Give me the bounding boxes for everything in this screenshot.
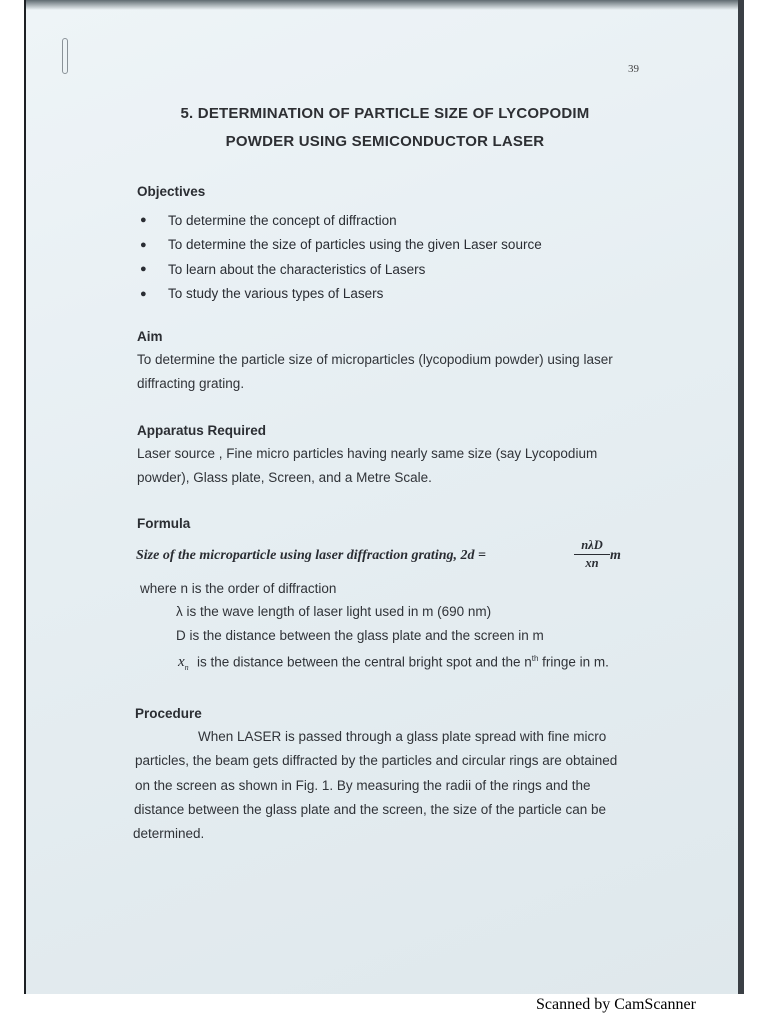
aim-text-line-1: To determine the particle size of microparticles (lycopodium powder) using laser — [137, 352, 613, 367]
list-item: ● To learn about the characteristics of Lasers — [140, 261, 426, 277]
staple-mark — [62, 38, 68, 74]
objectives-heading: Objectives — [137, 184, 206, 199]
formula-heading: Formula — [137, 516, 191, 531]
page-title-line-1: 5. DETERMINATION OF PARTICLE SIZE OF LYCOPODIM — [180, 105, 590, 122]
formula-xn-definition: is the distance between the central bright spot and the $n^{th}$ fringe in m. — [197, 654, 609, 670]
bullet-icon: ● — [140, 238, 147, 251]
procedure-line-3: on the screen as shown in Fig. 1. By measuring the radii of the rings and the — [135, 778, 591, 793]
aim-heading: Aim — [137, 329, 163, 344]
bullet-icon: ● — [140, 214, 147, 227]
procedure-heading: Procedure — [135, 706, 202, 721]
formula-lhs: Size of the microparticle using laser diffraction grating, 2d = — [136, 548, 486, 563]
formula-xn-symbol: $x_n$ — [178, 654, 189, 672]
formula-lambda-definition: λ is the wave length of laser light used in m (690 nm) — [176, 604, 492, 619]
apparatus-heading: Apparatus Required — [137, 423, 267, 438]
bullet-icon: ● — [140, 263, 147, 276]
formula-d-definition: D is the distance between the glass plate and the screen in m — [176, 628, 544, 643]
formula-denominator: xn — [585, 556, 599, 570]
list-item: ● To determine the concept of diffraction — [140, 212, 397, 228]
camscanner-footer: Scanned by CamScanner — [536, 996, 696, 1013]
procedure-line-4: distance between the glass plate and the screen, the size of the particle can be — [134, 802, 607, 817]
apparatus-text-line-1: Laser source , Fine micro particles having nearly same size (say Lycopodium — [137, 446, 598, 461]
list-item: ● To determine the size of particles using the given Laser source — [140, 237, 542, 253]
formula-fraction — [572, 538, 612, 571]
aim-text-line-2: diffracting grating. — [137, 376, 245, 391]
fraction-bar — [574, 554, 610, 555]
formula-rhs: m — [610, 548, 621, 563]
page-edge-shadow — [26, 0, 744, 10]
formula-numerator: nλD — [581, 538, 603, 552]
procedure-line-5: determined. — [133, 826, 205, 841]
procedure-line-1: When LASER is passed through a glass plate spread with fine micro — [198, 729, 607, 744]
objectives-list — [140, 208, 542, 306]
apparatus-text-line-2: powder), Glass plate, Screen, and a Metre Scale. — [137, 470, 432, 485]
list-item: ● To study the various types of Lasers — [140, 286, 384, 302]
formula-equation — [136, 538, 656, 578]
page-title-line-2: POWDER USING SEMICONDUCTOR LASER — [225, 133, 545, 150]
bullet-icon: ● — [140, 287, 147, 300]
formula-where-n: where n is the order of diffraction — [140, 581, 337, 596]
page-number: 39 — [628, 63, 639, 75]
procedure-line-2: particles, the beam gets diffracted by the particles and circular rings are obtained — [135, 753, 618, 768]
